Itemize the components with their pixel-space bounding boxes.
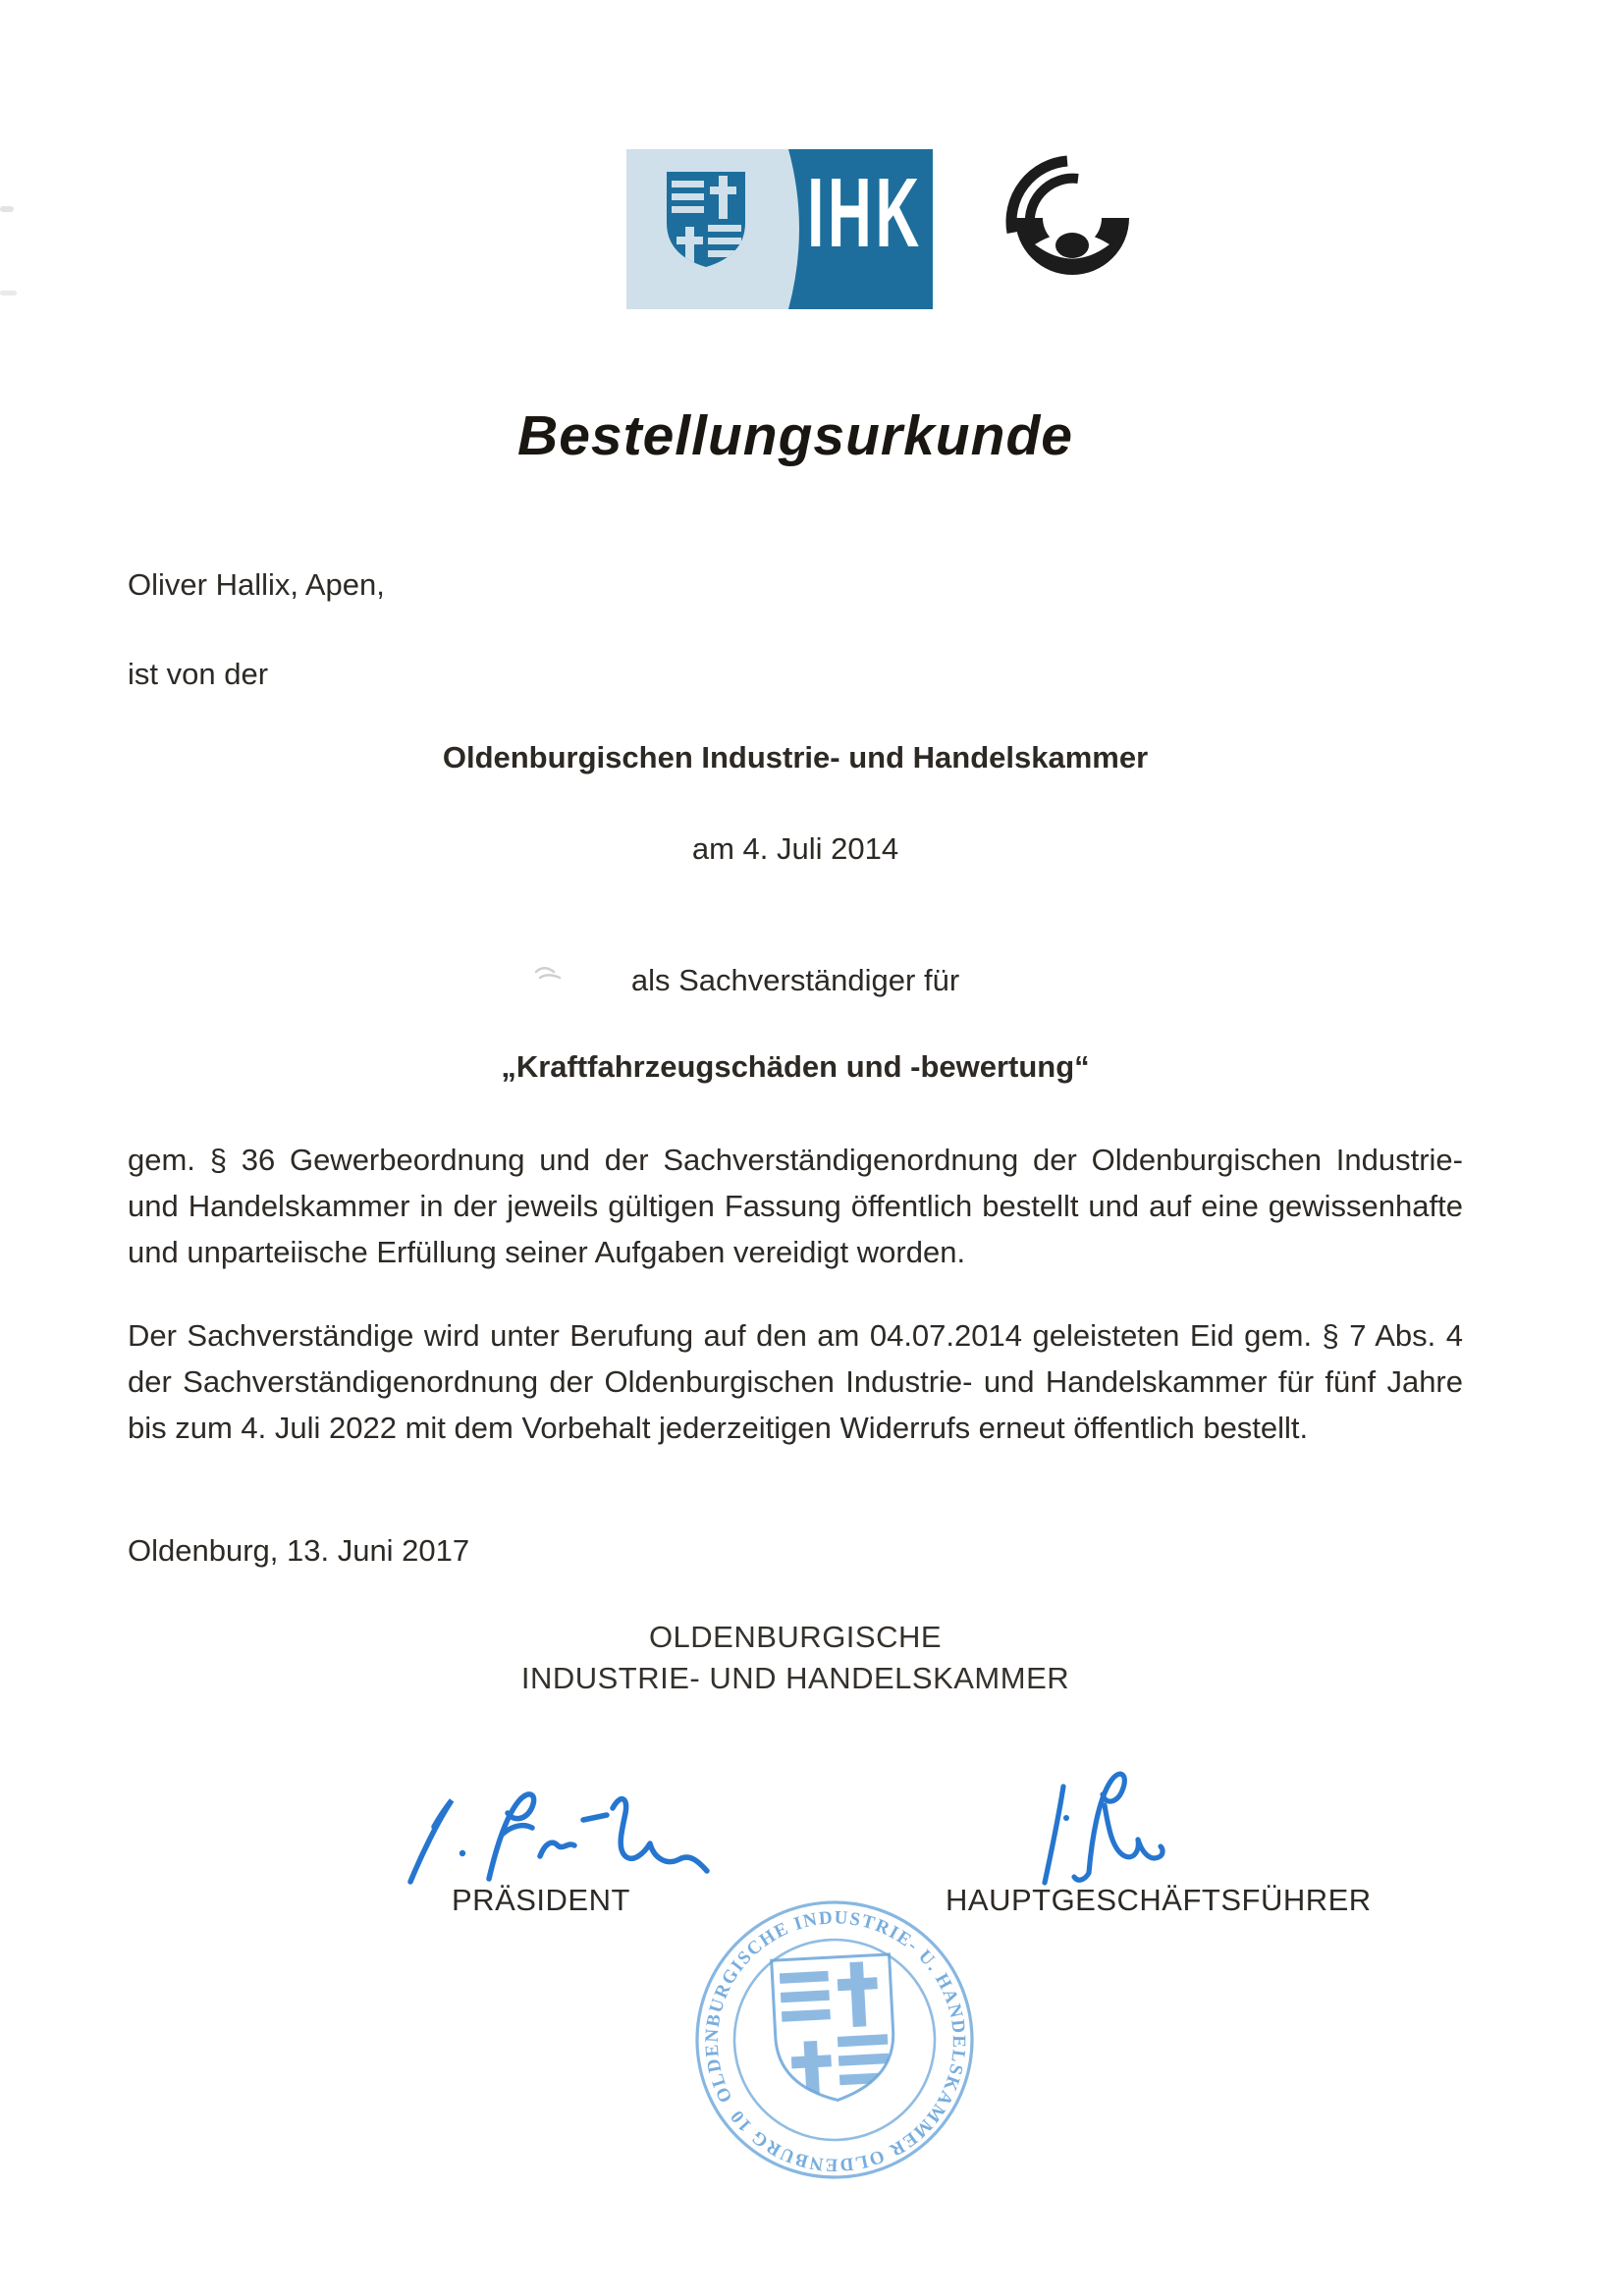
place-date-line: Oldenburg, 13. Juni 2017 [128,1533,470,1568]
expert-eye-icon [1001,145,1131,275]
issuer-name-line-1: OLDENBURGISCHE [648,1620,943,1654]
ihk-logo [626,149,933,309]
ceo-signature-dot [1063,1815,1069,1821]
stamp-ring-text: OLDENBURGISCHE INDUSTRIE- U. HANDELSKAMMER OLDENBURG 10 [701,1907,969,2175]
expert-eye-pupil [1055,233,1089,258]
paragraph-1-line-3: und unparteiische Erfüllung seiner Aufgaben vereidigt worden. [128,1235,966,1269]
subject-line: „Kraftfahrzeugschäden und -bewertung“ [501,1049,1090,1084]
president-signature-stroke-2 [489,1794,707,1879]
paragraph-2-line-2: der Sachverständigenordnung der Oldenburgischen Industrie- und Handelskammer für fünf Jahre [128,1364,1463,1399]
intro-line: ist von der [128,657,269,691]
certificate-title: Bestellungsurkunde [517,404,1073,467]
ceo-signature-stroke-2 [1074,1774,1163,1880]
issuer-name-line-2: INDUSTRIE- UND HANDELSKAMMER [520,1661,1070,1695]
ceo-signature [994,1753,1190,1900]
paragraph-1-line-1: gem. § 36 Gewerbeordnung und der Sachverständigenordnung der Oldenburgischen Industrie- [128,1143,1463,1177]
paragraph-2-line-1: Der Sachverständige wird unter Berufung auf den am 04.07.2014 geleisteten Eid gem. § 7 Abs. 4 [128,1318,1463,1353]
paragraph-2 [128,1312,1463,1451]
appointment-date-line: am 4. Juli 2014 [691,831,899,866]
chamber-name-line: Oldenburgischen Industrie- und Handelskammer [442,740,1149,774]
chamber-stamp [687,1893,982,2187]
president-signature-stroke-1 [410,1800,452,1882]
paragraph-2-line-3: bis zum 4. Juli 2022 mit dem Vorbehalt jederzeitigen Widerrufs erneut öffentlich bestellt. [128,1411,1309,1445]
scan-artifact-edge-1 [0,206,14,212]
scan-artifact-edge-2 [0,291,17,295]
ihk-wordmark: IHK [807,157,924,268]
paragraph-1 [128,1137,1463,1275]
president-signature-dot [460,1850,465,1856]
role-line: als Sachverständiger für [630,963,960,997]
ceo-title: HAUPTGESCHÄFTSFÜHRER [946,1883,1372,1917]
ceo-signature-stroke-1 [1045,1787,1063,1883]
stamp-shield [772,1954,896,2104]
paragraph-1-line-2: und Handelskammer in der jeweils gültigen Fassung öffentlich bestellt und auf eine gewissenhafte [128,1189,1463,1223]
president-title: PRÄSIDENT [452,1883,630,1917]
recipient-name: Oliver Hallix, Apen, [128,567,385,602]
